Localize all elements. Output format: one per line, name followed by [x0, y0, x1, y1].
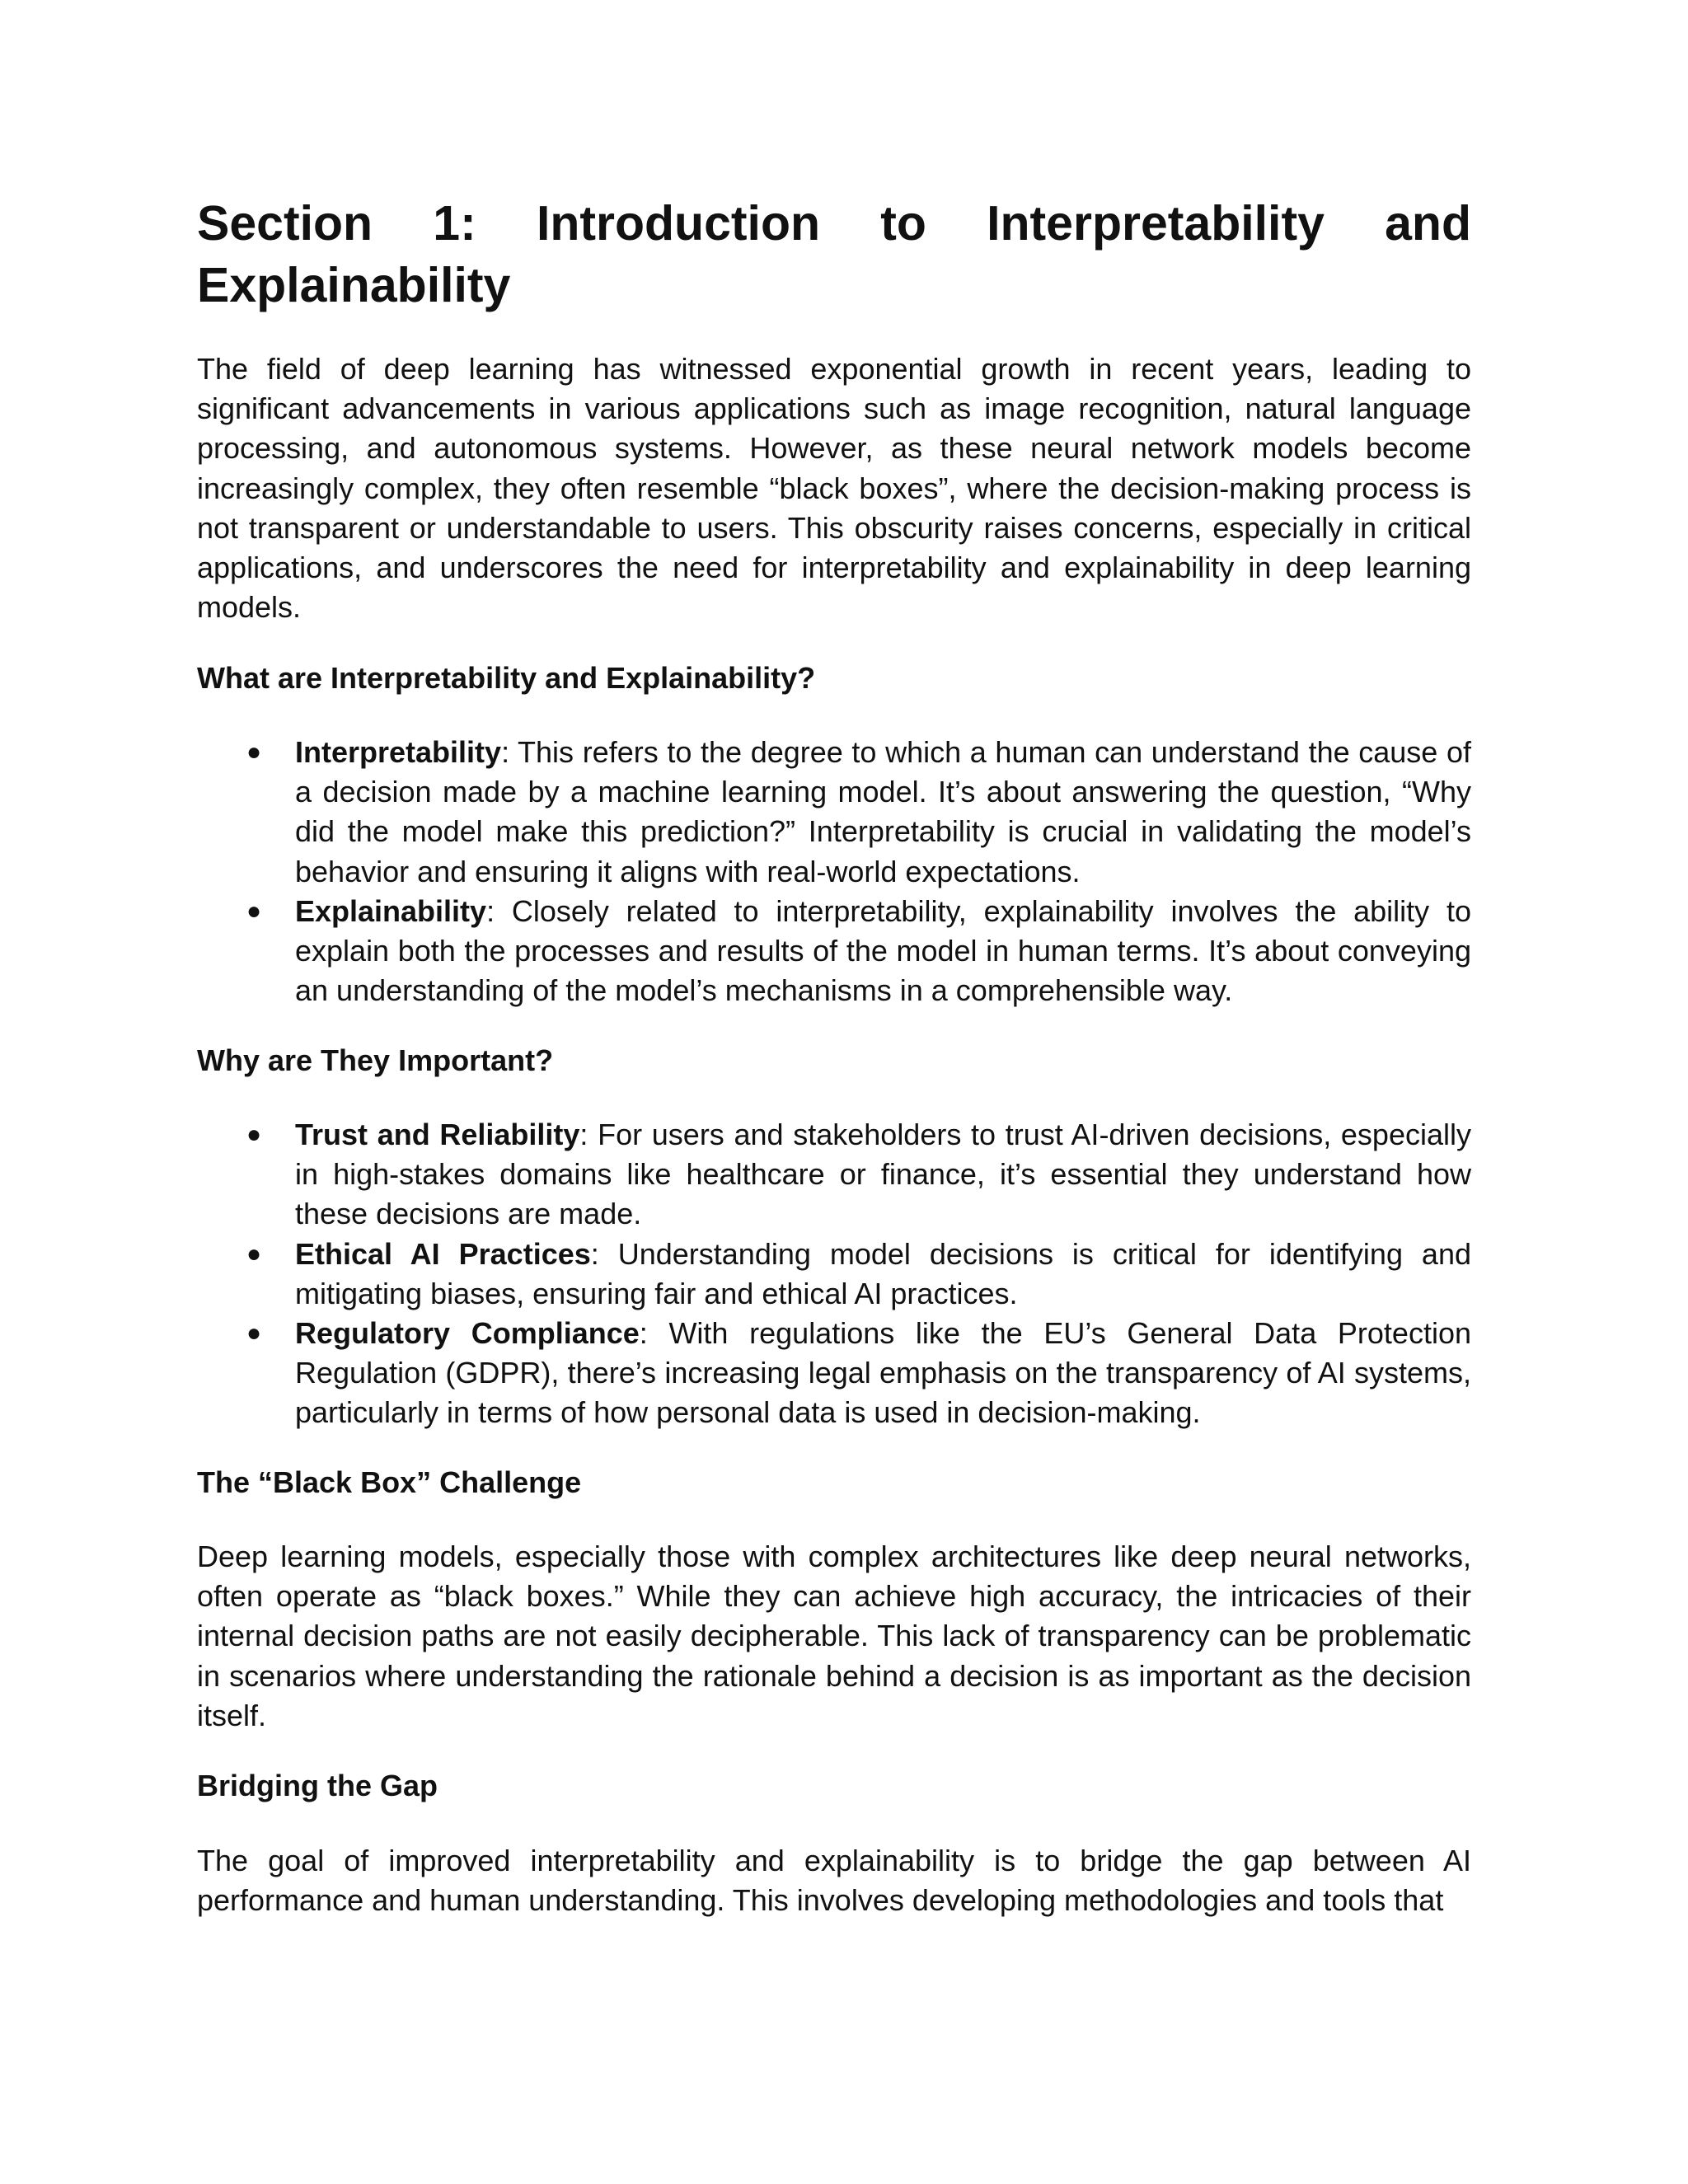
bullet-icon: ● — [246, 1319, 262, 1347]
term-regulatory: Regulatory Compliance — [295, 1316, 640, 1351]
term-trust: Trust and Reliability — [295, 1118, 580, 1151]
term-interpretability: Interpretability — [295, 735, 502, 769]
list-item-interpretability — [197, 733, 1471, 892]
text-ethical: : Understanding model decisions is critical for identifying and mitigating biases, ensuring fair and ethical AI practices. — [295, 1236, 1471, 1310]
text-trust: : For users and stakeholders to trust AI-driven decisions, especially in high-stakes domains like healthcare or finance, it’s essential they understand how these decisions are made. — [295, 1118, 1471, 1231]
bullet-icon: ● — [246, 897, 262, 925]
list-item-explainability — [197, 892, 1471, 1011]
heading-bridging: Bridging the Gap — [197, 1769, 438, 1802]
bullet-icon: ● — [246, 1121, 262, 1148]
text-regulatory: : With regulations like the EU’s General Data Protection Regulation (GDPR), there’s increasing legal emphasis on the transparency of AI systems, particularly in terms of how personal data is used in decision-making. — [295, 1316, 1471, 1430]
text-explainability: : Closely related to interpretability, explainability involves the ability to explain both the processes and results of the model in human terms. It’s about conveying an understanding of the model’s mechanisms in a comprehensible way. — [295, 893, 1471, 1008]
list-item-ethical — [197, 1235, 1471, 1314]
list-definitions — [197, 733, 1471, 1010]
list-item-trust — [197, 1115, 1471, 1235]
heading-what-are-interpretability: What are Interpretability and Explainability? — [197, 661, 816, 695]
list-importance — [197, 1115, 1471, 1433]
text-interpretability: : This refers to the degree to which a human can understand the cause of a decision made by a machine learning model. It’s about answering the question, “Why did the model make this prediction?” Interpretability is crucial in validating the model’s behavior and ensuring it aligns with real-world expectations. — [295, 735, 1471, 888]
term-ethical: Ethical AI Practices — [295, 1236, 591, 1271]
list-item-regulatory — [197, 1314, 1471, 1433]
intro-paragraph: The field of deep learning has witnessed exponential growth in recent years, leading to significant advancements in various applications such as image recognition, natural language processing, and autonomous systems. However, as these neural network models become increasingly complex, they often resemble “black boxes”, where the decision-making process is not transparent or understandable to users. This obscurity raises concerns, especially in critical applications, and underscores the need for interpretability and explainability in deep learning models. — [197, 352, 1471, 625]
bullet-icon: ● — [246, 738, 262, 766]
black-box-paragraph: Deep learning models, especially those with complex architectures like deep neural networks, often operate as “black boxes.” While they can achieve high accuracy, the intricacies of their internal decision paths are not easily decipherable. This lack of transparency can be problematic in scenarios where understanding the rationale behind a decision is as important as the decision itself. — [197, 1540, 1471, 1732]
page-title: Section 1: Introduction to Interpretability and Explainability — [197, 196, 1471, 312]
term-explainability: Explainability — [295, 893, 487, 928]
bridging-paragraph: The goal of improved interpretability and explainability is to bridge the gap between AI performance and human understanding. This involves developing methodologies and tools that — [197, 1844, 1471, 1918]
heading-why-important: Why are They Important? — [197, 1043, 554, 1077]
bullet-icon: ● — [246, 1240, 262, 1268]
heading-black-box: The “Black Box” Challenge — [197, 1465, 582, 1499]
